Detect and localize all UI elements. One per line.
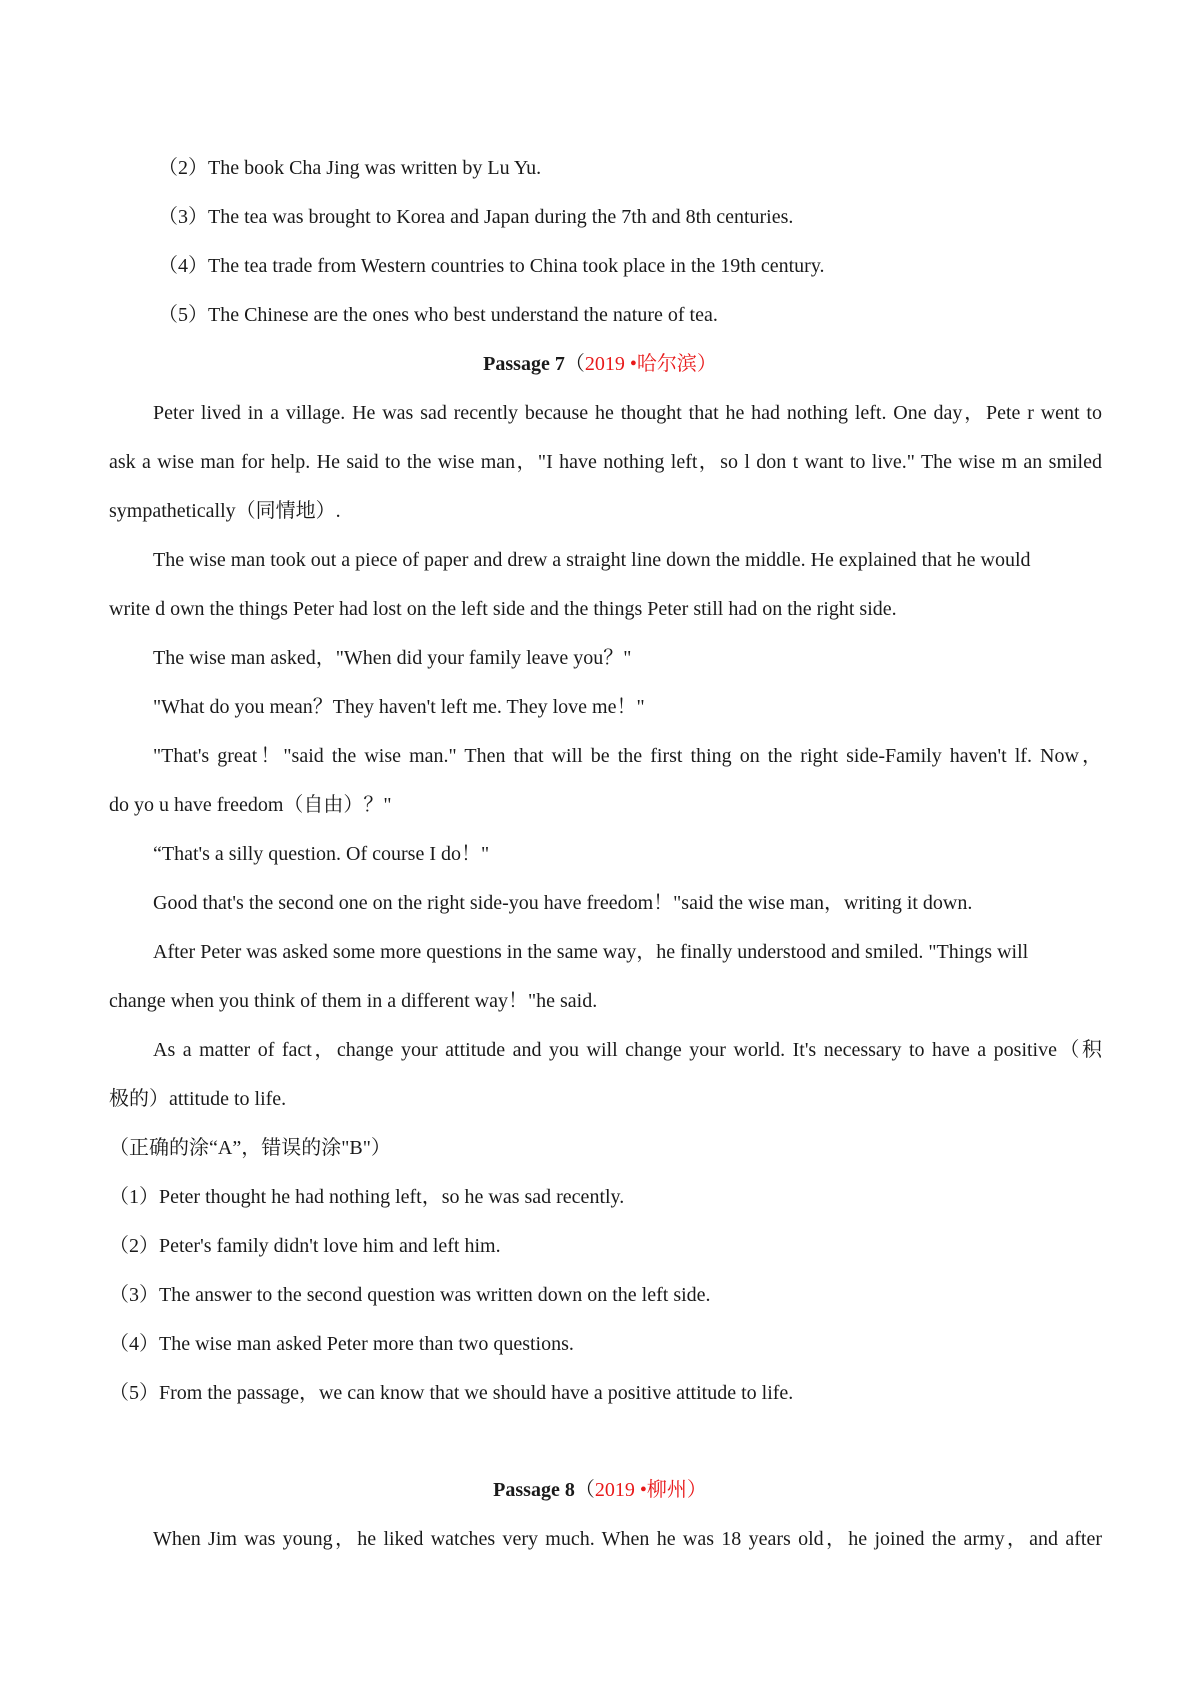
- passage-8-line-1: When Jim was young，he liked watches very much. When he was 18 years old，he joined the army，and after: [153, 1528, 1102, 1550]
- passage-7-question-2: （2）Peter's family didn't love him and left him.: [109, 1235, 501, 1257]
- question-2-prev: （2）The book Cha Jing was written by Lu Yu.: [158, 157, 542, 179]
- passage-7-line-13: change when you think of them in a different way！"he said.: [109, 990, 598, 1012]
- passage-7-line-11: Good that's the second one on the right side-you have freedom！"said the wise man，writing it down.: [153, 892, 973, 914]
- passage-7-line-14: As a matter of fact，change your attitude and you will change your world. It's necessary to have a positive（积: [153, 1039, 1102, 1061]
- passage-8-paren-open: （: [574, 1479, 595, 1501]
- passage-8-label: Passage 8: [493, 1479, 575, 1501]
- passage-7-line-9: do yo u have freedom（自由）？": [109, 794, 392, 816]
- passage-7-source: 2019 •哈尔滨: [584, 353, 697, 375]
- passage-8-paren-close: ）: [686, 1479, 707, 1501]
- question-4-prev: （4）The tea trade from Western countries to China took place in the 19th century.: [158, 255, 825, 277]
- passage-7-paren-close: ）: [696, 353, 717, 375]
- passage-7-question-3: （3）The answer to the second question was written down on the left side.: [109, 1284, 711, 1306]
- passage-7-line-1: Peter lived in a village. He was sad recently because he thought that he had nothing left. One day，Pete r went to: [153, 402, 1102, 424]
- answer-instruction: （正确的涂“A”，错误的涂"B"）: [109, 1137, 391, 1159]
- passage-7-line-10: “That's a silly question. Of course I do！": [153, 843, 490, 865]
- passage-7-line-2: ask a wise man for help. He said to the wise man，"I have nothing left，so l don t want to live." The wise m an smiled: [109, 451, 1102, 473]
- passage-8-title: [0, 1476, 1200, 1504]
- passage-7-title: [0, 350, 1200, 378]
- passage-7-line-6: The wise man asked，"When did your family leave you？": [153, 647, 632, 669]
- passage-7-line-4: The wise man took out a piece of paper and drew a straight line down the middle. He explained that he would: [153, 549, 1031, 571]
- passage-7-question-5: （5）From the passage，we can know that we should have a positive attitude to life.: [109, 1382, 794, 1404]
- passage-7-question-1: （1）Peter thought he had nothing left，so he was sad recently.: [109, 1186, 625, 1208]
- passage-8-source: 2019 •柳州: [594, 1479, 687, 1501]
- passage-7-line-7: "What do you mean？They haven't left me. They love me！": [153, 696, 645, 718]
- passage-7-line-5: write d own the things Peter had lost on the left side and the things Peter still had on the right side.: [109, 598, 897, 620]
- passage-7-paren-open: （: [564, 353, 585, 375]
- passage-7-line-12: After Peter was asked some more questions in the same way，he finally understood and smiled. "Things will: [153, 941, 1029, 963]
- passage-7-label: Passage 7: [483, 353, 565, 375]
- passage-7-line-15: 极的）attitude to life.: [109, 1088, 287, 1110]
- passage-7-line-3: sympathetically（同情地）.: [109, 500, 341, 522]
- question-3-prev: （3）The tea was brought to Korea and Japan during the 7th and 8th centuries.: [158, 206, 794, 228]
- passage-7-question-4: （4）The wise man asked Peter more than two questions.: [109, 1333, 574, 1355]
- question-5-prev: （5）The Chinese are the ones who best understand the nature of tea.: [158, 304, 718, 326]
- passage-7-line-8: "That's great！"said the wise man." Then that will be the first thing on the right side-Family haven't lf. Now，: [153, 745, 1102, 767]
